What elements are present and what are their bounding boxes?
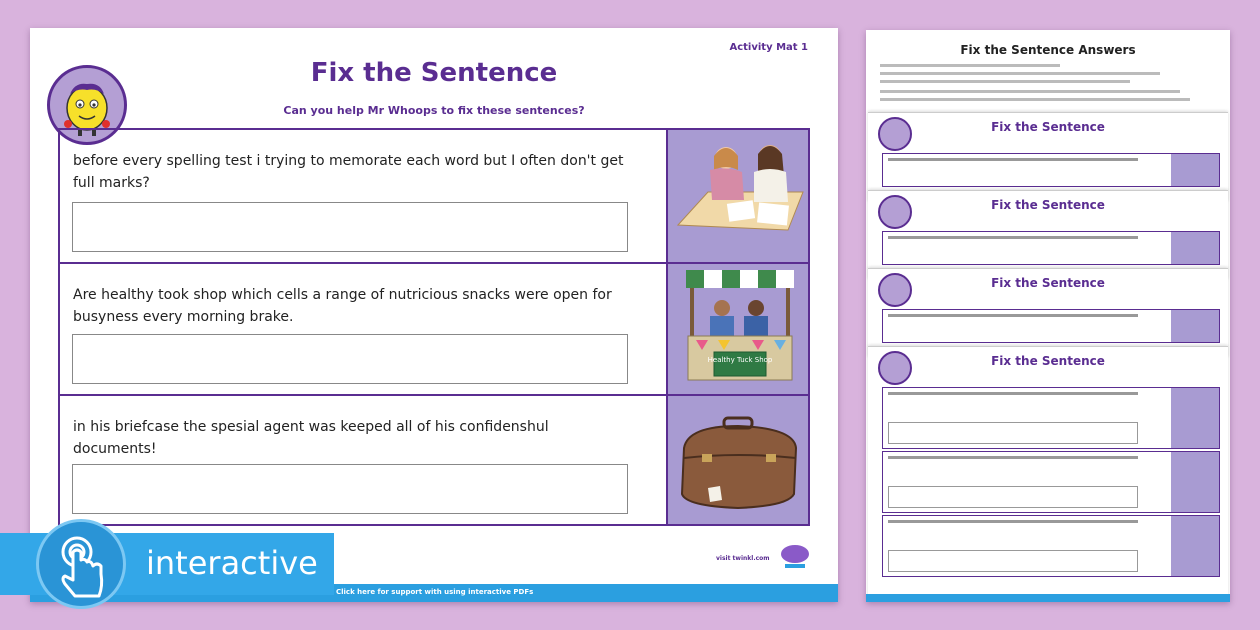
answer-input-2[interactable]	[72, 334, 628, 384]
mini-sheet-preview	[868, 346, 1228, 602]
mini-row-text	[888, 456, 1138, 459]
tuck-shop-image	[666, 264, 808, 394]
twinkl-logo-icon	[779, 542, 811, 572]
answer-text-line	[880, 64, 1060, 67]
mini-row-image	[1171, 310, 1219, 342]
mini-sheet-row	[882, 515, 1220, 577]
activity-mat-label: Activity Mat 1	[729, 42, 808, 53]
mini-row-text	[888, 392, 1138, 395]
mini-sheet-title: Fix the Sentence	[991, 276, 1105, 290]
mini-row-box	[888, 486, 1138, 508]
mini-row-image	[1171, 232, 1219, 264]
footer-url[interactable]: visit twinkl.com	[716, 555, 770, 562]
mini-sheet-title: Fix the Sentence	[991, 354, 1105, 368]
sentence-text: Are healthy took shop which cells a range of nutricious snacks were open for busyness every morning brake.	[73, 287, 612, 325]
answer-text-line	[880, 98, 1190, 101]
mini-row-text	[888, 520, 1138, 523]
activity-sheet	[30, 28, 838, 602]
answers-preview-stack	[866, 30, 1230, 602]
tap-hand-icon	[36, 519, 126, 609]
mini-sheet-preview	[868, 268, 1228, 358]
mini-sheet-preview	[868, 190, 1228, 280]
answer-input-3[interactable]	[72, 464, 628, 514]
answer-input-1[interactable]	[72, 202, 628, 252]
tuck-shop-sign: Healthy Tuck Shop	[707, 356, 773, 364]
mini-row-image	[1171, 388, 1219, 448]
answer-text-line	[880, 80, 1130, 83]
mini-row-text	[888, 314, 1138, 317]
mini-row-image	[1171, 452, 1219, 512]
mini-row-image	[1171, 154, 1219, 186]
mini-sheet-row	[882, 451, 1220, 513]
sentence-text: before every spelling test i trying to memorate each word but I often don't get full marks?	[73, 153, 624, 191]
mini-sheet-row	[882, 231, 1220, 265]
sentence-table	[58, 128, 810, 526]
stack-footer-bar	[866, 594, 1230, 602]
mini-sheet-row	[882, 387, 1220, 449]
sentence-row-2	[60, 262, 808, 394]
interactive-help-link[interactable]: Click here for support with using interactive PDFs	[336, 588, 534, 596]
mini-sheet-row	[882, 309, 1220, 343]
sheet-subtitle: Can you help Mr Whoops to fix these sentences?	[283, 104, 585, 117]
interactive-badge-label: interactive	[146, 544, 318, 582]
mini-row-image	[1171, 516, 1219, 576]
sentence-row-3	[60, 394, 808, 524]
sheet-title: Fix the Sentence	[310, 58, 558, 88]
sentence-row-1	[60, 130, 808, 262]
mini-sheet-row	[882, 153, 1220, 187]
mini-row-box	[888, 422, 1138, 444]
briefcase-image	[666, 396, 808, 524]
mini-sheet-title: Fix the Sentence	[991, 120, 1105, 134]
mini-sheet-preview	[868, 112, 1228, 202]
answers-title: Fix the Sentence Answers	[960, 43, 1136, 57]
mini-row-text	[888, 158, 1138, 161]
answer-text-line	[880, 72, 1160, 75]
sentence-text: in his briefcase the spesial agent was keeped all of his confidenshul documents!	[73, 419, 549, 457]
answer-text-line	[880, 90, 1180, 93]
children-writing-image	[666, 130, 808, 262]
mini-row-box	[888, 550, 1138, 572]
mini-sheet-title: Fix the Sentence	[991, 198, 1105, 212]
mini-row-text	[888, 236, 1138, 239]
